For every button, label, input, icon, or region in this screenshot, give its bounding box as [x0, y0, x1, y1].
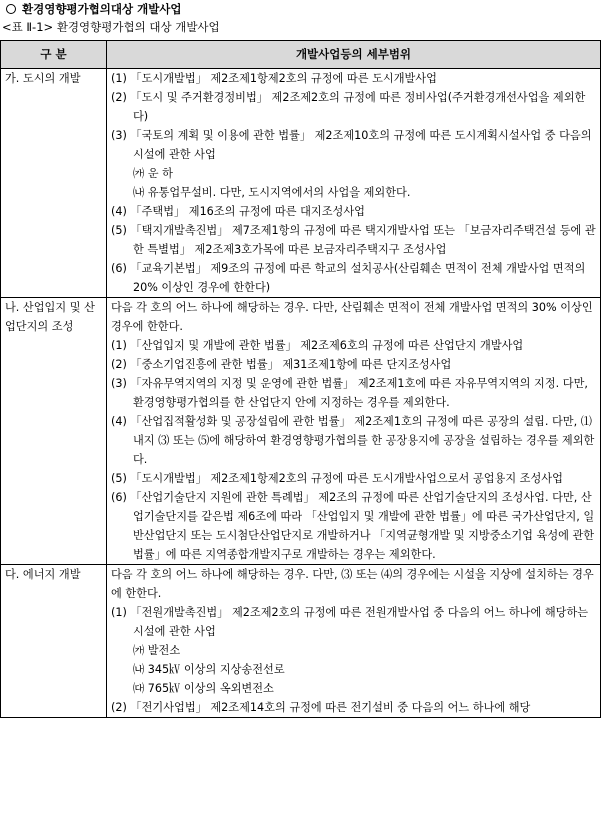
table-row — [1, 565, 601, 718]
scope-subitem: ㈐ 765㎸ 이상의 옥외변전소 — [133, 682, 274, 695]
category-cell — [1, 565, 107, 718]
scope-item: (6) 「교육기본법」 제9조의 규정에 따른 학교의 설치공사(산림훼손 면적이 전체 개발사업 면적의 20% 이상인 경우에 한한다) — [111, 262, 586, 294]
table-row — [1, 69, 601, 298]
category-cell — [1, 69, 107, 298]
header-category: 구 분 — [1, 41, 107, 69]
scope-intro: 다음 각 호의 어느 하나에 해당하는 경우. 다만, 산림훼손 면적이 전체 개발사업 면적의 30% 이상인 경우에 한한다. — [111, 301, 593, 333]
table-caption: <표 Ⅱ-1> 환경영향평가협의 대상 개발사업 — [2, 20, 220, 34]
scope-item: (3) 「국토의 계획 및 이용에 관한 법률」 제2조제10호의 규정에 따른 도시계획시설사업 중 다음의 시설에 관한 사업 — [111, 129, 592, 161]
scope-cell — [107, 69, 601, 298]
scope-item: (5) 「택지개발촉진법」 제7조제1항의 규정에 따른 택지개발사업 또는 「보금자리주택건설 등에 관한 특별법」 제2조제3호가목에 따른 보금자리주택지구 조성사업 — [111, 224, 596, 256]
section-heading — [6, 1, 182, 17]
header-scope: 개발사업등의 세부범위 — [107, 41, 601, 69]
scope-cell — [107, 298, 601, 565]
scope-item: (1) 「전원개발촉진법」 제2조제2호의 규정에 따른 전원개발사업 중 다음의 어느 하나에 해당하는 시설에 관한 사업 — [111, 606, 589, 638]
scope-intro: 다음 각 호의 어느 하나에 해당하는 경우. 다만, ⑶ 또는 ⑷의 경우에는 시설을 지상에 설치하는 경우에 한한다. — [111, 568, 594, 600]
scope-subitem: ㈎ 발전소 — [133, 644, 181, 657]
scope-subitem: ㈎ 운 하 — [133, 167, 173, 180]
scope-item: (2) 「중소기업진흥에 관한 법률」 제31조제1항에 따른 단지조성사업 — [111, 358, 452, 371]
scope-item: (1) 「산업입지 및 개발에 관한 법률」 제2조제6호의 규정에 따른 산업단지 개발사업 — [111, 339, 524, 352]
circle-bullet-icon — [6, 4, 16, 14]
scope-item: (6) 「산업기술단지 지원에 관한 특례법」 제2조의 규정에 따른 산업기술단지의 조성사업. 다만, 산업기술단지를 같은법 제6조에 따라 「산업입지 및 개발에 관한 법률」에 따른 국가산업단지, 일반산업단지 또는 도시첨단산업단지로 개발하거나 「지역균형개발 및 지방중소기업 육성에 관한 법률」에 따른 지역종합개발지구로 개발하는 경우는 제외한다. — [111, 491, 595, 561]
category-label: 나. 산업입지 및 산업단지의 조성 — [5, 301, 95, 333]
scope-item: (2) 「전기사업법」 제2조제14호의 규정에 따른 전기설비 중 다음의 어느 하나에 해당 — [111, 701, 531, 714]
scope-cell — [107, 565, 601, 718]
scope-item: (1) 「도시개발법」 제2조제1항제2호의 규정에 따른 도시개발사업 — [111, 72, 437, 85]
category-cell — [1, 298, 107, 565]
table-header-row — [1, 41, 601, 69]
scope-item: (3) 「자유무역지역의 지정 및 운영에 관한 법률」 제2조제1호에 따른 자유무역지역의 지정. 다만, 환경영향평가협의를 한 산업단지 안에 지정하는 경우를 제외한다. — [111, 377, 588, 409]
scope-item: (4) 「산업집적활성화 및 공장설립에 관한 법률」 제2조제1호의 규정에 따른 공장의 설립. 다만, ⑴ 내지 ⑶ 또는 ⑸에 해당하여 환경영향평가협의를 한 공장용지에 공장을 설립하는 경우를 제외한다. — [111, 415, 595, 466]
category-label: 다. 에너지 개발 — [5, 568, 81, 581]
scope-subitem: ㈏ 유통업무설비. 다만, 도시지역에서의 사업을 제외한다. — [133, 186, 411, 199]
scope-item: (5) 「도시개발법」 제2조제1항제2호의 규정에 따른 도시개발사업으로서 공업용지 조성사업 — [111, 472, 563, 485]
table-row — [1, 298, 601, 565]
category-label: 가. 도시의 개발 — [5, 72, 81, 85]
scope-item: (4) 「주택법」 제16조의 규정에 따른 대지조성사업 — [111, 205, 365, 218]
development-projects-table — [0, 40, 601, 718]
section-heading-text: 환경영향평가협의대상 개발사업 — [22, 2, 182, 16]
scope-subitem: ㈏ 345㎸ 이상의 지상송전선로 — [133, 663, 285, 676]
scope-item: (2) 「도시 및 주거환경정비법」 제2조제2호의 규정에 따른 정비사업(주거환경개선사업을 제외한다) — [111, 91, 586, 123]
table-body — [1, 69, 601, 718]
